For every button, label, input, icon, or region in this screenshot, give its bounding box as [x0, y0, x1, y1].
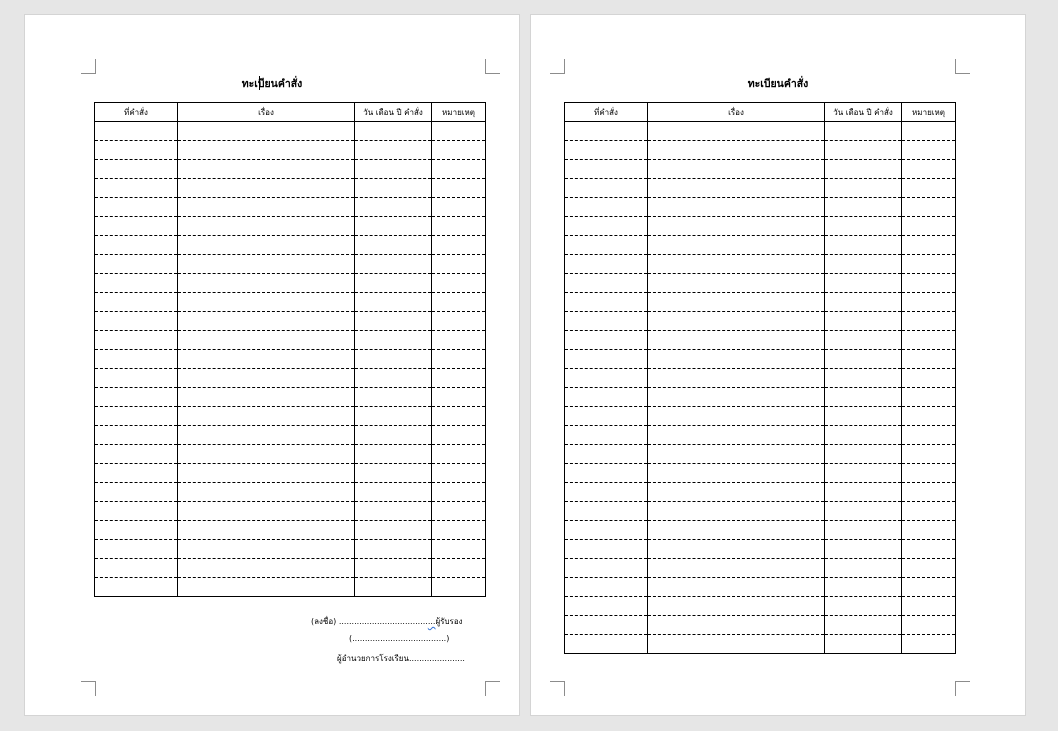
- table-cell-order-no[interactable]: [565, 388, 648, 407]
- table-row[interactable]: [95, 502, 486, 521]
- table-row[interactable]: [95, 540, 486, 559]
- table-row[interactable]: [565, 312, 956, 331]
- table-cell-subject[interactable]: [178, 388, 355, 407]
- table-row[interactable]: [565, 293, 956, 312]
- table-cell-date[interactable]: [355, 426, 432, 445]
- table-cell-order-no[interactable]: [95, 255, 178, 274]
- table-cell-subject[interactable]: [648, 255, 825, 274]
- table-row[interactable]: [95, 331, 486, 350]
- crop-mark-top-right: [955, 59, 970, 74]
- table-cell-order-no[interactable]: [565, 521, 648, 540]
- column-header-date[interactable]: วัน เดือน ปี คำสั่ง: [355, 103, 432, 122]
- table-cell-remarks[interactable]: [902, 236, 956, 255]
- table-row[interactable]: [565, 616, 956, 635]
- table-cell-date[interactable]: [825, 331, 902, 350]
- table-cell-subject[interactable]: [178, 179, 355, 198]
- table-cell-subject[interactable]: [648, 635, 825, 654]
- register-table[interactable]: [94, 102, 486, 597]
- table-row[interactable]: [95, 350, 486, 369]
- table-cell-remarks[interactable]: [432, 483, 486, 502]
- table-cell-order-no[interactable]: [95, 559, 178, 578]
- table-cell-date[interactable]: [825, 540, 902, 559]
- table-cell-remarks[interactable]: [432, 464, 486, 483]
- table-row[interactable]: [95, 521, 486, 540]
- table-row[interactable]: [565, 445, 956, 464]
- table-cell-date[interactable]: [825, 293, 902, 312]
- table-cell-remarks[interactable]: [902, 597, 956, 616]
- table-cell-remarks[interactable]: [902, 540, 956, 559]
- table-cell-order-no[interactable]: [565, 559, 648, 578]
- table-row[interactable]: [95, 217, 486, 236]
- table-row[interactable]: [565, 464, 956, 483]
- table-cell-order-no[interactable]: [565, 597, 648, 616]
- table-cell-subject[interactable]: [648, 217, 825, 236]
- table-cell-date[interactable]: [355, 483, 432, 502]
- table-cell-remarks[interactable]: [432, 369, 486, 388]
- table-cell-date[interactable]: [825, 122, 902, 141]
- table-cell-order-no[interactable]: [95, 521, 178, 540]
- crop-mark-bottom-right: [485, 681, 500, 696]
- table-cell-order-no[interactable]: [565, 635, 648, 654]
- table-cell-order-no[interactable]: [565, 407, 648, 426]
- table-cell-order-no[interactable]: [95, 369, 178, 388]
- table-cell-subject[interactable]: [648, 445, 825, 464]
- table-cell-remarks[interactable]: [902, 407, 956, 426]
- signature-name-line[interactable]: (.....................................): [349, 634, 450, 643]
- column-header-subject[interactable]: เรื่อง: [178, 103, 355, 122]
- table-cell-date[interactable]: [825, 445, 902, 464]
- table-cell-order-no[interactable]: [565, 578, 648, 597]
- table-cell-subject[interactable]: [178, 559, 355, 578]
- table-row[interactable]: [95, 236, 486, 255]
- table-cell-date[interactable]: [825, 407, 902, 426]
- table-cell-subject[interactable]: [178, 426, 355, 445]
- table-cell-remarks[interactable]: [432, 293, 486, 312]
- table-row[interactable]: [565, 407, 956, 426]
- table-cell-subject[interactable]: [178, 274, 355, 293]
- table-cell-date[interactable]: [355, 521, 432, 540]
- table-cell-remarks[interactable]: [902, 426, 956, 445]
- table-cell-subject[interactable]: [648, 559, 825, 578]
- table-cell-order-no[interactable]: [95, 293, 178, 312]
- crop-mark-bottom-left: [550, 681, 565, 696]
- table-cell-date[interactable]: [825, 141, 902, 160]
- table-cell-remarks[interactable]: [432, 122, 486, 141]
- table-row[interactable]: [565, 578, 956, 597]
- table-cell-date[interactable]: [355, 578, 432, 597]
- table-cell-order-no[interactable]: [565, 426, 648, 445]
- crop-mark-top-left: [81, 59, 96, 74]
- table-row[interactable]: [565, 198, 956, 217]
- table-cell-remarks[interactable]: [902, 369, 956, 388]
- table-cell-remarks[interactable]: [902, 160, 956, 179]
- table-cell-subject[interactable]: [178, 331, 355, 350]
- table-cell-order-no[interactable]: [565, 293, 648, 312]
- table-cell-date[interactable]: [825, 578, 902, 597]
- table-cell-remarks[interactable]: [432, 559, 486, 578]
- table-cell-order-no[interactable]: [95, 122, 178, 141]
- table-row[interactable]: [95, 274, 486, 293]
- signature-role: ผู้รับรอง: [435, 617, 463, 626]
- table-cell-subject[interactable]: [648, 407, 825, 426]
- table-cell-date[interactable]: [355, 217, 432, 236]
- document-page-1[interactable]: [25, 15, 519, 715]
- table-cell-order-no[interactable]: [95, 407, 178, 426]
- table-cell-order-no[interactable]: [565, 217, 648, 236]
- table-row[interactable]: [565, 369, 956, 388]
- table-cell-subject[interactable]: [178, 141, 355, 160]
- table-cell-remarks[interactable]: [902, 179, 956, 198]
- table-cell-subject[interactable]: [178, 255, 355, 274]
- page-title[interactable]: ทะเบียนคำสั่ง: [747, 78, 809, 90]
- table-cell-remarks[interactable]: [432, 540, 486, 559]
- spelling-marked-dots[interactable]: ...: [427, 617, 436, 626]
- table-cell-remarks[interactable]: [432, 312, 486, 331]
- table-cell-date[interactable]: [355, 179, 432, 198]
- table-cell-date[interactable]: [355, 274, 432, 293]
- table-cell-remarks[interactable]: [432, 521, 486, 540]
- table-cell-subject[interactable]: [648, 616, 825, 635]
- table-cell-subject[interactable]: [648, 141, 825, 160]
- table-cell-remarks[interactable]: [432, 578, 486, 597]
- table-cell-subject[interactable]: [648, 179, 825, 198]
- table-row[interactable]: [565, 350, 956, 369]
- table-row[interactable]: [95, 312, 486, 331]
- table-cell-order-no[interactable]: [565, 179, 648, 198]
- table-row[interactable]: [565, 217, 956, 236]
- table-cell-order-no[interactable]: [95, 540, 178, 559]
- table-cell-subject[interactable]: [648, 350, 825, 369]
- table-cell-remarks[interactable]: [902, 141, 956, 160]
- table-row[interactable]: [565, 122, 956, 141]
- table-cell-order-no[interactable]: [95, 331, 178, 350]
- table-cell-remarks[interactable]: [902, 445, 956, 464]
- table-cell-date[interactable]: [355, 559, 432, 578]
- table-cell-order-no[interactable]: [95, 464, 178, 483]
- table-cell-order-no[interactable]: [565, 312, 648, 331]
- table-cell-subject[interactable]: [178, 578, 355, 597]
- table-header-row: [95, 103, 486, 122]
- column-header-order-no[interactable]: ที่คำสั่ง: [565, 103, 648, 122]
- table-cell-date[interactable]: [355, 388, 432, 407]
- crop-mark-bottom-left: [81, 681, 96, 696]
- column-header-date[interactable]: วัน เดือน ปี คำสั่ง: [825, 103, 902, 122]
- table-cell-order-no[interactable]: [95, 388, 178, 407]
- table-cell-remarks[interactable]: [432, 198, 486, 217]
- table-cell-order-no[interactable]: [95, 578, 178, 597]
- table-cell-date[interactable]: [825, 559, 902, 578]
- table-cell-order-no[interactable]: [565, 464, 648, 483]
- table-row[interactable]: [95, 293, 486, 312]
- table-row[interactable]: [95, 369, 486, 388]
- table-cell-date[interactable]: [825, 160, 902, 179]
- table-cell-remarks[interactable]: [902, 635, 956, 654]
- table-cell-remarks[interactable]: [432, 350, 486, 369]
- column-header-remarks[interactable]: หมายเหตุ: [432, 103, 486, 122]
- table-row[interactable]: [565, 521, 956, 540]
- table-cell-order-no[interactable]: [565, 274, 648, 293]
- table-cell-remarks[interactable]: [902, 483, 956, 502]
- table-cell-subject[interactable]: [648, 464, 825, 483]
- crop-mark-bottom-right: [955, 681, 970, 696]
- table-cell-order-no[interactable]: [565, 198, 648, 217]
- table-cell-order-no[interactable]: [95, 217, 178, 236]
- table-cell-subject[interactable]: [648, 502, 825, 521]
- table-row[interactable]: [565, 597, 956, 616]
- table-cell-order-no[interactable]: [565, 331, 648, 350]
- table-cell-subject[interactable]: [648, 274, 825, 293]
- table-cell-order-no[interactable]: [95, 236, 178, 255]
- document-page-2[interactable]: [531, 15, 1025, 715]
- table-cell-date[interactable]: [355, 369, 432, 388]
- table-cell-date[interactable]: [355, 160, 432, 179]
- table-row[interactable]: [95, 407, 486, 426]
- table-row[interactable]: [95, 160, 486, 179]
- table-cell-date[interactable]: [825, 198, 902, 217]
- table-row[interactable]: [565, 274, 956, 293]
- table-cell-remarks[interactable]: [902, 388, 956, 407]
- table-cell-order-no[interactable]: [95, 198, 178, 217]
- table-cell-order-no[interactable]: [565, 122, 648, 141]
- table-cell-date[interactable]: [825, 236, 902, 255]
- table-cell-date[interactable]: [355, 293, 432, 312]
- table-cell-subject[interactable]: [178, 464, 355, 483]
- table-cell-subject[interactable]: [648, 597, 825, 616]
- table-cell-order-no[interactable]: [95, 179, 178, 198]
- table-cell-subject[interactable]: [648, 293, 825, 312]
- register-table[interactable]: [564, 102, 956, 654]
- table-cell-subject[interactable]: [178, 350, 355, 369]
- table-cell-order-no[interactable]: [565, 540, 648, 559]
- table-cell-order-no[interactable]: [565, 141, 648, 160]
- crop-mark-top-right: [485, 59, 500, 74]
- table-row[interactable]: [565, 426, 956, 445]
- table-cell-date[interactable]: [825, 635, 902, 654]
- table-row[interactable]: [95, 388, 486, 407]
- table-cell-order-no[interactable]: [95, 274, 178, 293]
- table-cell-date[interactable]: [355, 331, 432, 350]
- table-cell-subject[interactable]: [178, 369, 355, 388]
- table-cell-date[interactable]: [825, 312, 902, 331]
- table-cell-remarks[interactable]: [432, 426, 486, 445]
- table-cell-subject[interactable]: [178, 122, 355, 141]
- table-cell-subject[interactable]: [178, 217, 355, 236]
- table-cell-date[interactable]: [825, 350, 902, 369]
- table-cell-remarks[interactable]: [432, 255, 486, 274]
- table-cell-order-no[interactable]: [565, 255, 648, 274]
- table-row[interactable]: [95, 559, 486, 578]
- table-cell-order-no[interactable]: [565, 445, 648, 464]
- table-row[interactable]: [565, 635, 956, 654]
- table-cell-date[interactable]: [825, 179, 902, 198]
- table-cell-subject[interactable]: [178, 521, 355, 540]
- table-row[interactable]: [565, 331, 956, 350]
- table-cell-order-no[interactable]: [95, 350, 178, 369]
- table-row[interactable]: [565, 559, 956, 578]
- table-row[interactable]: [565, 502, 956, 521]
- table-cell-subject[interactable]: [178, 160, 355, 179]
- table-cell-subject[interactable]: [648, 236, 825, 255]
- table-cell-subject[interactable]: [648, 521, 825, 540]
- table-row[interactable]: [565, 255, 956, 274]
- table-cell-remarks[interactable]: [432, 236, 486, 255]
- table-cell-remarks[interactable]: [902, 350, 956, 369]
- table-row[interactable]: [95, 445, 486, 464]
- table-cell-order-no[interactable]: [95, 141, 178, 160]
- table-cell-date[interactable]: [355, 312, 432, 331]
- table-cell-date[interactable]: [825, 521, 902, 540]
- table-cell-remarks[interactable]: [432, 141, 486, 160]
- table-cell-date[interactable]: [825, 369, 902, 388]
- table-cell-remarks[interactable]: [432, 274, 486, 293]
- table-cell-date[interactable]: [825, 388, 902, 407]
- table-cell-date[interactable]: [825, 426, 902, 445]
- table-cell-remarks[interactable]: [902, 578, 956, 597]
- table-cell-remarks[interactable]: [432, 407, 486, 426]
- table-cell-subject[interactable]: [178, 445, 355, 464]
- table-cell-subject[interactable]: [648, 426, 825, 445]
- table-row[interactable]: [565, 236, 956, 255]
- table-cell-date[interactable]: [355, 236, 432, 255]
- table-cell-date[interactable]: [825, 464, 902, 483]
- table-row[interactable]: [565, 179, 956, 198]
- table-cell-order-no[interactable]: [95, 445, 178, 464]
- table-cell-remarks[interactable]: [902, 559, 956, 578]
- table-cell-remarks[interactable]: [902, 312, 956, 331]
- table-cell-date[interactable]: [355, 502, 432, 521]
- table-row[interactable]: [95, 179, 486, 198]
- table-cell-remarks[interactable]: [432, 331, 486, 350]
- table-cell-subject[interactable]: [648, 198, 825, 217]
- table-cell-date[interactable]: [355, 350, 432, 369]
- table-cell-remarks[interactable]: [902, 293, 956, 312]
- table-cell-date[interactable]: [825, 616, 902, 635]
- table-cell-subject[interactable]: [178, 312, 355, 331]
- table-cell-subject[interactable]: [178, 293, 355, 312]
- table-cell-date[interactable]: [355, 141, 432, 160]
- table-cell-subject[interactable]: [178, 236, 355, 255]
- table-cell-subject[interactable]: [178, 407, 355, 426]
- table-cell-remarks[interactable]: [432, 217, 486, 236]
- table-row[interactable]: [95, 578, 486, 597]
- table-cell-remarks[interactable]: [902, 502, 956, 521]
- table-cell-order-no[interactable]: [565, 369, 648, 388]
- table-cell-remarks[interactable]: [902, 616, 956, 635]
- table-cell-order-no[interactable]: [95, 312, 178, 331]
- table-row[interactable]: [565, 388, 956, 407]
- table-row[interactable]: [565, 141, 956, 160]
- table-cell-subject[interactable]: [648, 331, 825, 350]
- table-cell-remarks[interactable]: [432, 388, 486, 407]
- table-header-row: [565, 103, 956, 122]
- table-cell-remarks[interactable]: [902, 217, 956, 236]
- table-cell-remarks[interactable]: [432, 179, 486, 198]
- table-cell-date[interactable]: [825, 217, 902, 236]
- table-row[interactable]: [95, 141, 486, 160]
- table-cell-date[interactable]: [355, 540, 432, 559]
- table-row[interactable]: [95, 198, 486, 217]
- table-cell-order-no[interactable]: [565, 502, 648, 521]
- director-line[interactable]: ผู้อำนวยการโรงเรียน......................: [337, 654, 465, 663]
- table-cell-subject[interactable]: [648, 388, 825, 407]
- table-cell-order-no[interactable]: [95, 483, 178, 502]
- table-cell-date[interactable]: [825, 597, 902, 616]
- table-cell-subject[interactable]: [178, 540, 355, 559]
- table-cell-remarks[interactable]: [432, 502, 486, 521]
- table-cell-order-no[interactable]: [95, 160, 178, 179]
- table-cell-remarks[interactable]: [902, 122, 956, 141]
- table-cell-subject[interactable]: [648, 312, 825, 331]
- table-row[interactable]: [95, 464, 486, 483]
- table-cell-remarks[interactable]: [902, 521, 956, 540]
- table-cell-date[interactable]: [825, 255, 902, 274]
- table-row[interactable]: [95, 255, 486, 274]
- table-cell-remarks[interactable]: [432, 445, 486, 464]
- table-cell-order-no[interactable]: [565, 236, 648, 255]
- table-cell-order-no[interactable]: [565, 160, 648, 179]
- table-cell-remarks[interactable]: [432, 160, 486, 179]
- table-cell-date[interactable]: [355, 255, 432, 274]
- table-cell-subject[interactable]: [648, 369, 825, 388]
- crop-mark-top-left: [550, 59, 565, 74]
- table-row[interactable]: [565, 483, 956, 502]
- table-cell-date[interactable]: [825, 502, 902, 521]
- table-cell-order-no[interactable]: [565, 350, 648, 369]
- signature-line[interactable]: [311, 615, 463, 628]
- signature-prefix: (ลงชื่อ) ...................................: [311, 617, 428, 626]
- table-cell-order-no[interactable]: [95, 502, 178, 521]
- page-title[interactable]: ทะเบียนคำสั่ง: [241, 78, 303, 90]
- table-cell-date[interactable]: [355, 407, 432, 426]
- table-row[interactable]: [565, 540, 956, 559]
- table-cell-subject[interactable]: [648, 122, 825, 141]
- table-cell-date[interactable]: [355, 198, 432, 217]
- table-row[interactable]: [95, 483, 486, 502]
- table-cell-date[interactable]: [825, 483, 902, 502]
- table-row[interactable]: [95, 426, 486, 445]
- table-row[interactable]: [95, 122, 486, 141]
- table-cell-date[interactable]: [355, 464, 432, 483]
- table-cell-order-no[interactable]: [565, 616, 648, 635]
- table-cell-subject[interactable]: [648, 540, 825, 559]
- table-cell-date[interactable]: [825, 274, 902, 293]
- table-cell-subject[interactable]: [178, 483, 355, 502]
- table-cell-subject[interactable]: [178, 502, 355, 521]
- table-cell-subject[interactable]: [648, 160, 825, 179]
- table-cell-date[interactable]: [355, 445, 432, 464]
- table-cell-remarks[interactable]: [902, 198, 956, 217]
- table-cell-remarks[interactable]: [902, 464, 956, 483]
- table-cell-order-no[interactable]: [565, 483, 648, 502]
- table-cell-date[interactable]: [355, 122, 432, 141]
- table-row[interactable]: [565, 160, 956, 179]
- column-header-subject[interactable]: เรื่อง: [648, 103, 825, 122]
- table-cell-subject[interactable]: [648, 578, 825, 597]
- table-cell-subject[interactable]: [178, 198, 355, 217]
- table-cell-remarks[interactable]: [902, 255, 956, 274]
- table-cell-subject[interactable]: [648, 483, 825, 502]
- column-header-order-no[interactable]: ที่คำสั่ง: [95, 103, 178, 122]
- table-cell-order-no[interactable]: [95, 426, 178, 445]
- column-header-remarks[interactable]: หมายเหตุ: [902, 103, 956, 122]
- table-cell-remarks[interactable]: [902, 331, 956, 350]
- table-cell-remarks[interactable]: [902, 274, 956, 293]
